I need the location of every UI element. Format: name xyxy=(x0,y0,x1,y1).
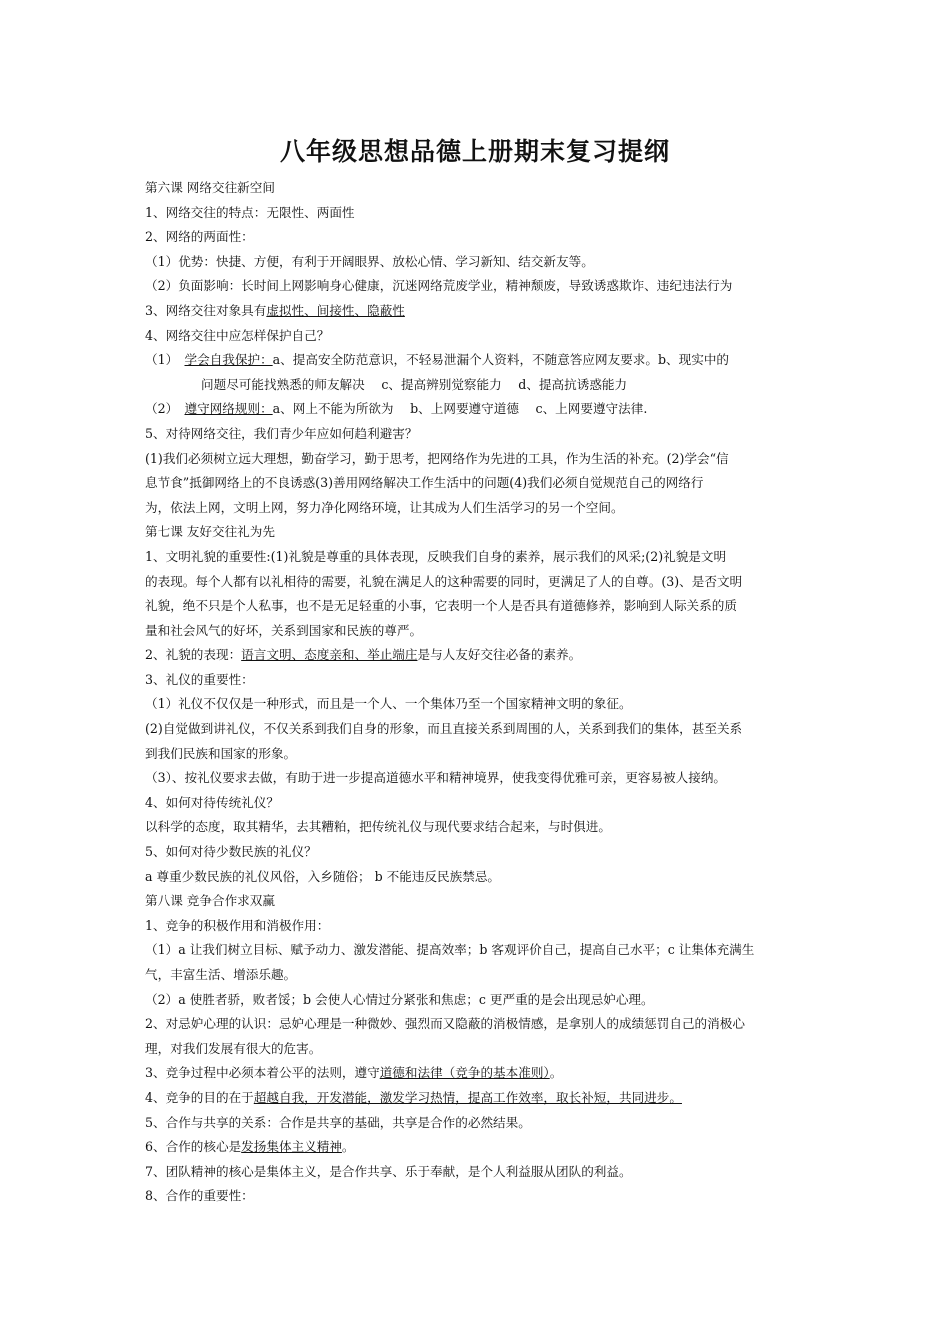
underlined-text: 道德和法律（竞争的基本准则） xyxy=(379,1065,550,1081)
text-segment: 2、对忌妒心理的认识：忌妒心理是一种微妙、强烈而又隐蔽的消极情感，是拿别人的成绩惩罚自己的消极心 xyxy=(145,1016,745,1032)
text-segment: 1、竞争的积极作用和消极作用： xyxy=(145,917,330,933)
text-segment: （1）a 让我们树立目标、赋予动力、激发潜能、提高效率；b 客观评价自己，提高自己水平；c 让集体充满生 xyxy=(145,942,755,958)
underlined-text: 超越自我，开发潜能，激发学习热情，提高工作效率，取长补短，共同进步。 xyxy=(253,1089,682,1105)
text-line xyxy=(145,791,810,816)
text-segment: 的表现。每个人都有以礼相待的需要，礼貌在满足人的这种需要的同时，更满足了人的自尊。(3)、是否文明 xyxy=(145,573,743,589)
text-segment: （1）优势：快捷、方便，有利于开阔眼界、放松心情、学习新知、结交新友等。 xyxy=(145,253,594,269)
text-line xyxy=(145,324,810,349)
text-segment: 4、竞争的目的在于 xyxy=(145,1089,254,1105)
text-line xyxy=(145,447,810,472)
text-segment: 量和社会风气的好坏，关系到国家和民族的尊严。 xyxy=(145,622,423,638)
text-line xyxy=(145,1061,810,1086)
text-segment: 2、网络的两面性： xyxy=(145,229,254,245)
text-line xyxy=(145,619,810,644)
text-segment: 。 xyxy=(341,1139,355,1155)
text-segment: 1、网络交往的特点：无限性、两面性 xyxy=(145,204,355,220)
text-segment: 第六课 网络交往新空间 xyxy=(145,180,275,195)
text-segment: 以科学的态度，取其精华，去其糟粕，把传统礼仪与现代要求结合起来，与时俱进。 xyxy=(145,819,611,835)
text-line xyxy=(145,471,810,496)
text-segment: 理，对我们发展有很大的危害。 xyxy=(145,1040,322,1056)
text-segment: 到我们民族和国家的形象。 xyxy=(145,745,297,761)
underlined-text: 学会自我保护： xyxy=(184,352,273,368)
text-line xyxy=(145,988,810,1013)
text-line xyxy=(145,815,810,840)
text-line xyxy=(145,520,810,545)
text-segment: （1） xyxy=(145,352,185,368)
text-segment: 8、合作的重要性： xyxy=(145,1188,254,1204)
text-segment: 4、如何对待传统礼仪？ xyxy=(145,794,279,810)
text-segment: a 尊重少数民族的礼仪风俗，入乡随俗； b 不能违反民族禁忌。 xyxy=(145,868,501,884)
text-line xyxy=(145,1086,810,1111)
underlined-text: 遵守网络规则： xyxy=(184,401,273,417)
underlined-text: 虚拟性、间接性、隐蔽性 xyxy=(266,302,405,318)
text-segment: 息节食”抵御网络上的不良诱惑(3)善用网络解决工作生活中的问题(4)我们必须自觉规范自己的网络行 xyxy=(145,475,704,491)
text-segment: 。 xyxy=(549,1065,563,1081)
text-line xyxy=(145,176,810,201)
text-line xyxy=(145,225,810,250)
text-segment: 问题尽可能找熟悉的师友解决 c、提高辨别觉察能力 d、提高抗诱惑能力 xyxy=(201,376,628,392)
text-segment: （3）、按礼仪要求去做，有助于进一步提高道德水平和精神境界，使我变得优雅可亲，更容易被人接纳。 xyxy=(145,770,727,786)
text-segment: a、网上不能为所欲为 b、上网要遵守道德 c、上网要遵守法律. xyxy=(272,401,648,417)
text-line xyxy=(145,1135,810,1160)
text-segment: 1、文明礼貌的重要性:(1)礼貌是尊重的具体表现，反映我们自身的素养，展示我们的风采;(2)礼貌是文明 xyxy=(145,548,727,564)
text-line xyxy=(145,668,810,693)
text-segment: （2）负面影响：长时间上网影响身心健康，沉迷网络荒废学业，精神颓废，导致诱惑欺诈、违纪违法行为 xyxy=(145,278,733,294)
text-segment: （2） xyxy=(145,401,185,417)
text-segment: 2、礼貌的表现： xyxy=(145,647,242,663)
text-segment: 第七课 友好交往礼为先 xyxy=(145,524,275,540)
text-line xyxy=(145,274,810,299)
text-segment: 7、团队精神的核心是集体主义，是合作共享、乐于奉献，是个人利益服从团队的利益。 xyxy=(145,1163,632,1179)
text-line xyxy=(145,250,810,275)
text-line xyxy=(145,865,810,890)
text-segment: 为，依法上网，文明上网，努力净化网络环境，让其成为人们生活学习的另一个空间。 xyxy=(145,499,624,515)
text-line xyxy=(145,938,810,963)
text-line xyxy=(145,1184,810,1209)
text-segment: 5、合作与共享的关系：合作是共享的基础，共享是合作的必然结果。 xyxy=(145,1114,531,1130)
text-segment: 4、网络交往中应怎样保护自己？ xyxy=(145,327,330,343)
text-segment: 气，丰富生活、增添乐趣。 xyxy=(145,967,297,982)
text-line xyxy=(145,397,810,422)
text-line xyxy=(145,766,810,791)
text-line xyxy=(145,889,810,914)
text-segment: （1）礼仪不仅仅是一种形式，而且是一个人、一个集体乃至一个国家精神文明的象征。 xyxy=(145,696,632,712)
text-line xyxy=(145,348,810,373)
text-line xyxy=(145,717,810,742)
document-body xyxy=(145,176,810,1209)
text-segment: 3、礼仪的重要性： xyxy=(145,671,254,687)
text-line xyxy=(145,840,810,865)
text-line xyxy=(145,914,810,939)
text-line xyxy=(145,422,810,447)
text-line xyxy=(145,1012,810,1037)
text-segment: 3、竞争过程中必须本着公平的法则，遵守 xyxy=(145,1065,380,1081)
underlined-text: 语言文明、态度亲和、举止端庄 xyxy=(241,647,418,663)
text-line xyxy=(145,742,810,767)
text-line xyxy=(145,643,810,668)
text-segment: (2)自觉做到讲礼仪，不仅关系到我们自身的形象，而且直接关系到周围的人，关系到我们的集体，甚至关系 xyxy=(145,721,743,737)
text-line xyxy=(145,594,810,619)
text-segment: 6、合作的核心是 xyxy=(145,1139,242,1155)
text-line xyxy=(145,963,810,988)
text-line xyxy=(145,496,810,521)
text-line xyxy=(145,201,810,226)
text-line xyxy=(145,1111,810,1136)
underlined-text: 发扬集体主义精神 xyxy=(241,1139,342,1155)
text-line xyxy=(145,545,810,570)
text-line xyxy=(145,1037,810,1062)
text-segment: (1)我们必须树立远大理想，勤奋学习，勤于思考，把网络作为先进的工具，作为生活的补充。(2)学会“信 xyxy=(145,450,729,466)
text-line xyxy=(145,299,810,324)
text-segment: 礼貌，绝不只是个人私事，也不是无足轻重的小事，它表明一个人是否具有道德修养，影响到人际关系的质 xyxy=(145,598,737,614)
text-segment: 第八课 竞争合作求双赢 xyxy=(145,893,275,909)
text-line xyxy=(145,1160,810,1185)
text-segment: a、提高安全防范意识，不轻易泄漏个人资料，不随意答应网友要求。b、现实中的 xyxy=(272,352,730,368)
text-line xyxy=(145,373,810,398)
text-segment: 5、对待网络交往，我们青少年应如何趋利避害？ xyxy=(145,425,418,441)
text-line xyxy=(145,570,810,595)
text-segment: （2）a 使胜者骄，败者馁；b 会使人心情过分紧张和焦虑；c 更严重的是会出现忌妒心理。 xyxy=(145,991,654,1007)
text-segment: 是与人友好交往必备的素养。 xyxy=(417,647,582,663)
text-segment: 5、如何对待少数民族的礼仪？ xyxy=(145,844,317,860)
text-line xyxy=(145,692,810,717)
document-title: 八年级思想品德上册期末复习提纲 xyxy=(279,137,670,166)
text-segment: 3、网络交往对象具有 xyxy=(145,302,267,318)
